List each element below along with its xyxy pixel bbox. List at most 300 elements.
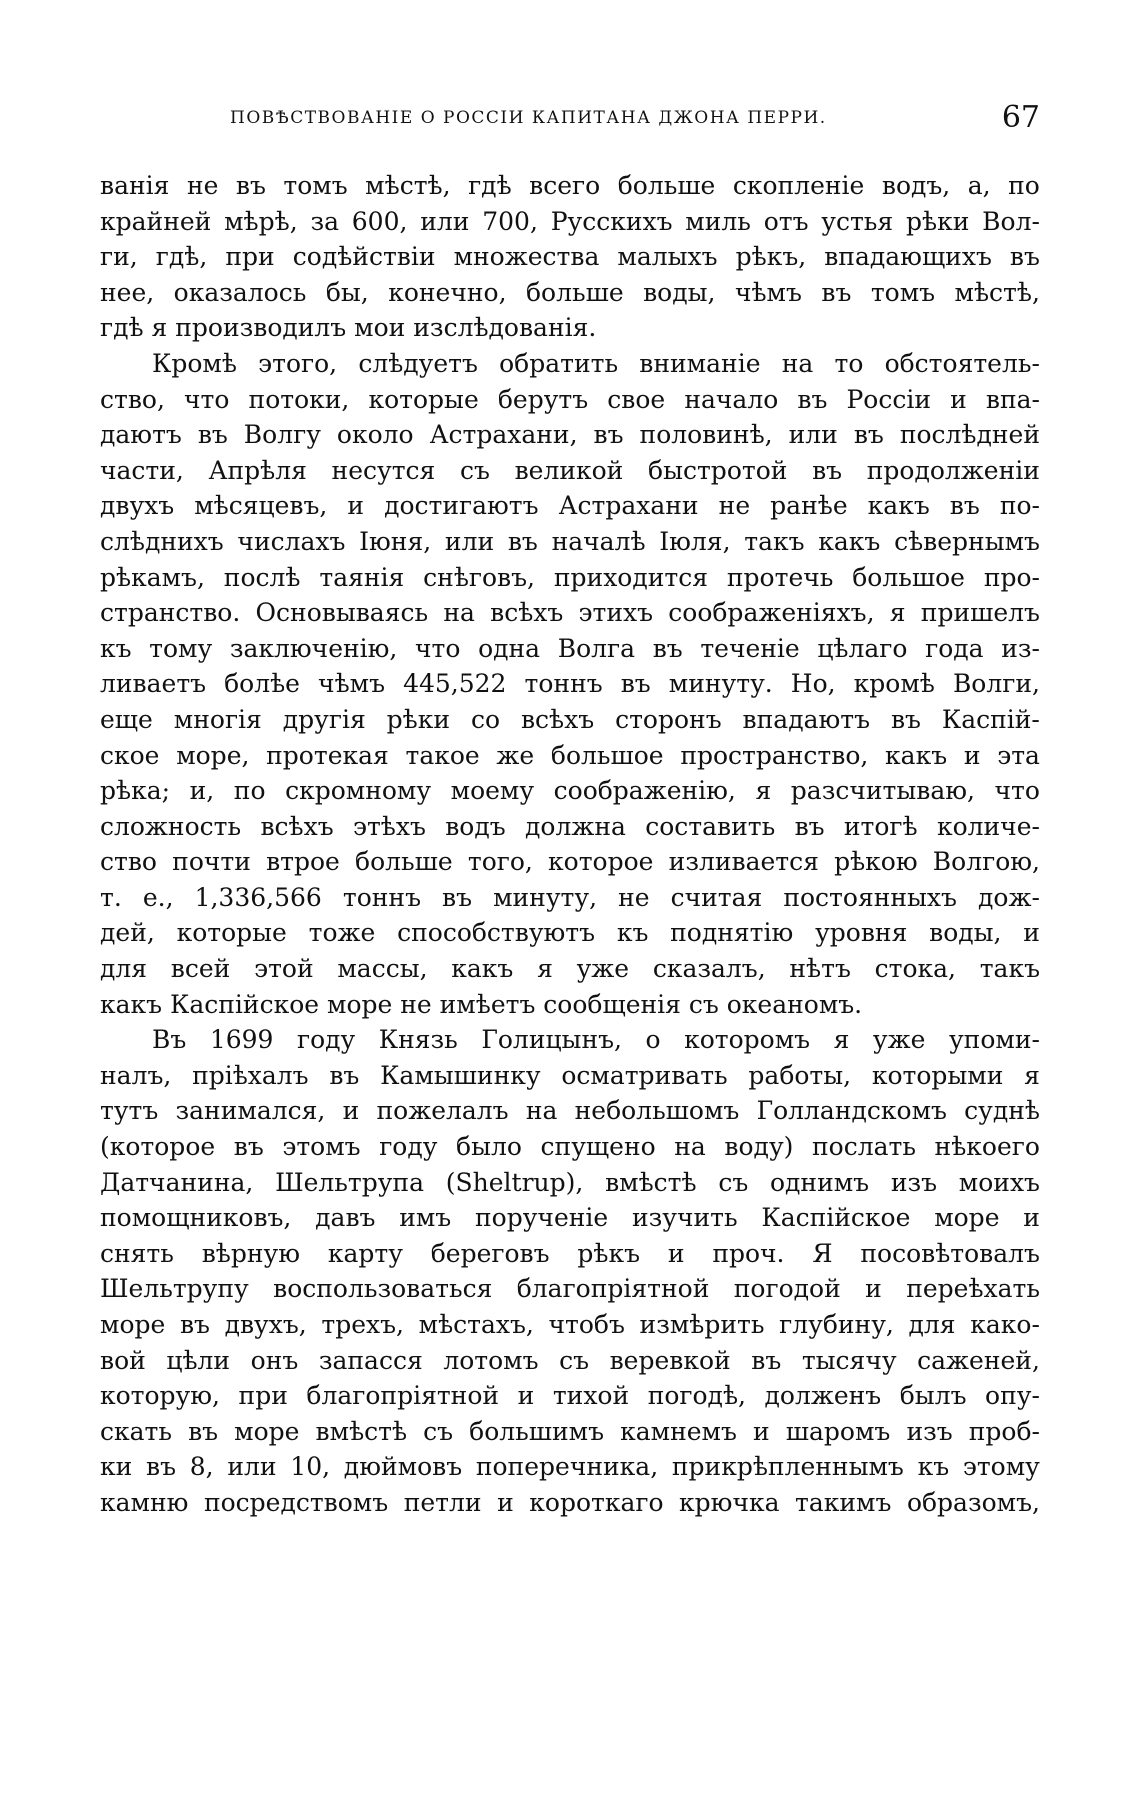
word: какъ bbox=[867, 491, 930, 521]
word: былъ bbox=[899, 1381, 967, 1411]
word: еще bbox=[100, 704, 153, 734]
word: работы, bbox=[748, 1060, 852, 1090]
text-line bbox=[100, 1485, 1040, 1521]
word: какъ bbox=[818, 526, 881, 556]
word: массы, bbox=[337, 954, 428, 984]
word: Камышинку bbox=[380, 1060, 541, 1090]
word: больше bbox=[525, 277, 624, 307]
word: берутъ bbox=[497, 384, 589, 414]
word: нее, bbox=[100, 277, 155, 307]
word: таянія bbox=[319, 562, 405, 592]
word: большое bbox=[550, 740, 664, 770]
word: году bbox=[296, 1025, 356, 1055]
page-number: 67 bbox=[1001, 100, 1040, 135]
word: Князь bbox=[378, 1025, 458, 1055]
word: рѣкъ, bbox=[735, 242, 807, 272]
word: рѣкою bbox=[834, 847, 918, 877]
word: другія bbox=[282, 704, 366, 734]
word: при bbox=[225, 242, 275, 272]
word: переѣхать bbox=[906, 1274, 1040, 1304]
text-line bbox=[100, 275, 1040, 311]
word: снѣговъ, bbox=[423, 562, 535, 592]
word: Вол- bbox=[982, 206, 1040, 236]
word: заключенію, bbox=[229, 633, 398, 663]
word: чѣмъ bbox=[734, 277, 802, 307]
word: и bbox=[347, 491, 365, 521]
word: для bbox=[100, 954, 148, 984]
word: съ bbox=[559, 1345, 589, 1375]
word: воду) bbox=[724, 1132, 794, 1162]
word: тоннъ bbox=[524, 669, 603, 699]
word: море, bbox=[176, 740, 250, 770]
word: или bbox=[420, 206, 470, 236]
text-line bbox=[100, 1022, 1040, 1058]
text-line bbox=[100, 1378, 1040, 1414]
word: шаромъ bbox=[785, 1416, 891, 1446]
word: мѣстѣ, bbox=[365, 171, 451, 200]
word: т. bbox=[100, 882, 122, 912]
word: устья bbox=[821, 206, 894, 236]
text-line bbox=[100, 951, 1040, 987]
word: этой bbox=[254, 954, 314, 984]
text-line bbox=[100, 844, 1040, 880]
word: посредствомъ bbox=[203, 1487, 389, 1517]
word: е., bbox=[142, 882, 174, 912]
text-line: какъ Каспійское море не имѣетъ сообщенія съ океаномъ. bbox=[100, 989, 863, 1019]
word: погодѣ, bbox=[647, 1381, 746, 1411]
word: море bbox=[100, 1310, 166, 1339]
word: соображенію, bbox=[553, 776, 736, 806]
word: какъ bbox=[885, 740, 948, 770]
text-line bbox=[100, 524, 1040, 560]
word: несутся bbox=[331, 455, 436, 485]
word: всего bbox=[529, 171, 601, 200]
word: налъ, bbox=[100, 1060, 172, 1090]
word: въ bbox=[751, 1345, 782, 1375]
word: давъ bbox=[315, 1203, 376, 1233]
word: проб- bbox=[968, 1416, 1040, 1446]
word: въ bbox=[593, 420, 624, 450]
word: въ bbox=[949, 491, 980, 521]
word: моихъ bbox=[958, 1167, 1040, 1197]
word: свое bbox=[607, 384, 666, 414]
word: было bbox=[456, 1132, 522, 1162]
word: чтобъ bbox=[548, 1310, 625, 1339]
word: количе- bbox=[936, 811, 1040, 841]
word: многія bbox=[173, 704, 262, 734]
word: опу- bbox=[985, 1381, 1040, 1411]
word: которыми bbox=[871, 1060, 1004, 1090]
word: томъ bbox=[283, 171, 348, 200]
word: въ bbox=[794, 811, 825, 841]
text-line bbox=[100, 1271, 1040, 1307]
word: началѣ bbox=[551, 526, 646, 556]
word: я bbox=[833, 1025, 850, 1055]
text-line bbox=[100, 915, 1040, 951]
word: въ bbox=[812, 455, 843, 485]
word: короткаго bbox=[529, 1487, 664, 1517]
word: или bbox=[788, 420, 838, 450]
running-head bbox=[230, 100, 1040, 140]
word: съ bbox=[718, 1167, 749, 1197]
word: лотомъ bbox=[443, 1345, 539, 1375]
word: веревкой bbox=[609, 1345, 731, 1375]
word: минуту. bbox=[668, 669, 773, 699]
text-line bbox=[100, 631, 1040, 667]
word: ливаетъ bbox=[100, 669, 207, 699]
word: образомъ, bbox=[906, 1487, 1040, 1517]
word: упоми- bbox=[948, 1025, 1040, 1055]
word: измѣрить bbox=[639, 1310, 765, 1339]
text-line bbox=[100, 1414, 1040, 1450]
word: 700, bbox=[482, 206, 538, 236]
word: этого, bbox=[258, 348, 338, 378]
word: тоже bbox=[308, 918, 376, 948]
word: и bbox=[497, 1487, 514, 1517]
word: втрое bbox=[266, 847, 340, 877]
word: и bbox=[865, 1274, 882, 1304]
word: сторонъ bbox=[615, 704, 722, 734]
word: къ bbox=[616, 918, 649, 948]
text-line bbox=[100, 1307, 1040, 1343]
word: начало bbox=[684, 384, 779, 414]
word: Кромѣ bbox=[152, 348, 237, 378]
word: кромѣ bbox=[853, 669, 935, 699]
word: рѣкамъ, bbox=[100, 562, 205, 592]
word: способствуютъ bbox=[397, 918, 596, 948]
word: такое bbox=[405, 740, 480, 770]
word: и bbox=[342, 1096, 360, 1126]
word: глубину, bbox=[779, 1310, 894, 1339]
word: вмѣстѣ bbox=[605, 1167, 697, 1197]
word: ки bbox=[100, 1452, 133, 1482]
word: приходится bbox=[553, 562, 709, 592]
word: порученіе bbox=[474, 1203, 609, 1233]
word: чѣмъ bbox=[318, 669, 386, 699]
word: ское bbox=[100, 740, 160, 770]
word: по bbox=[1008, 171, 1040, 200]
word: и bbox=[517, 1381, 535, 1411]
word: тутъ bbox=[100, 1096, 159, 1126]
word: изучить bbox=[631, 1203, 738, 1233]
word: (которое bbox=[100, 1132, 216, 1162]
word: не bbox=[618, 882, 650, 912]
word: гдѣ bbox=[468, 171, 512, 200]
word: 600, bbox=[351, 206, 408, 236]
word: я bbox=[889, 598, 906, 628]
word: изъ bbox=[890, 1167, 938, 1197]
word: тихой bbox=[552, 1381, 630, 1411]
word: этихъ bbox=[578, 598, 654, 628]
word: ство, bbox=[100, 384, 165, 414]
word: что bbox=[184, 384, 230, 414]
word: потоки, bbox=[248, 384, 350, 414]
word: сложность bbox=[100, 811, 242, 841]
word: слѣдуетъ bbox=[358, 348, 478, 378]
word: Каспійское bbox=[761, 1203, 911, 1233]
word: по- bbox=[999, 491, 1040, 521]
word: постоянныхъ bbox=[783, 882, 957, 912]
word: петли bbox=[403, 1487, 482, 1517]
word: изъ bbox=[906, 1416, 953, 1446]
word: въ bbox=[853, 420, 884, 450]
word: Но, bbox=[790, 669, 836, 699]
text-line bbox=[100, 1058, 1040, 1094]
word: продолженіи bbox=[866, 455, 1040, 485]
word: впадаютъ bbox=[742, 704, 870, 734]
word: о bbox=[645, 1025, 661, 1055]
word: въ bbox=[797, 384, 828, 414]
word: по bbox=[233, 776, 266, 806]
text-line bbox=[100, 1449, 1040, 1485]
word: итогѣ bbox=[843, 811, 918, 841]
word: со bbox=[470, 704, 501, 734]
word: впа- bbox=[985, 384, 1040, 414]
text-line bbox=[100, 239, 1040, 275]
word: оказалось bbox=[173, 277, 307, 307]
word: 445,522 bbox=[403, 669, 507, 699]
text-line bbox=[100, 773, 1040, 809]
word: я bbox=[755, 776, 772, 806]
word: протекая bbox=[266, 740, 389, 770]
word: суднѣ bbox=[964, 1096, 1040, 1126]
word: дож- bbox=[978, 882, 1040, 912]
word: Основываясь bbox=[255, 598, 429, 628]
text-line bbox=[100, 666, 1040, 702]
word: благопріятной bbox=[306, 1381, 500, 1411]
text-line bbox=[100, 1200, 1040, 1236]
text-line bbox=[100, 1343, 1040, 1379]
word: или bbox=[444, 526, 495, 556]
word: Въ bbox=[152, 1025, 187, 1055]
word: миль bbox=[685, 206, 751, 236]
word: стока, bbox=[874, 954, 956, 984]
word: вой bbox=[100, 1345, 146, 1375]
word: уровня bbox=[815, 918, 908, 948]
word: части, bbox=[100, 455, 184, 485]
word: такъ bbox=[979, 954, 1040, 984]
word: этѣхъ bbox=[352, 811, 426, 841]
word: въ bbox=[233, 1132, 264, 1162]
paragraph bbox=[100, 346, 1040, 1022]
word: небольшомъ bbox=[574, 1096, 740, 1126]
word: половинѣ, bbox=[639, 420, 773, 450]
word: Волги, bbox=[952, 669, 1040, 699]
text-line bbox=[100, 1165, 1040, 1201]
word: скать bbox=[100, 1416, 172, 1446]
word: воды, bbox=[643, 277, 716, 307]
word: скромному bbox=[285, 776, 432, 806]
word: 1,336,566 bbox=[194, 882, 322, 912]
word: скопленіе bbox=[732, 171, 865, 200]
word: всѣхъ bbox=[260, 811, 334, 841]
word: занимался, bbox=[175, 1096, 326, 1126]
text-line bbox=[100, 738, 1040, 774]
word: и bbox=[950, 384, 967, 414]
word: Каспій- bbox=[941, 704, 1040, 734]
word: погодой bbox=[733, 1274, 841, 1304]
word: больше bbox=[617, 171, 716, 200]
text-line bbox=[100, 453, 1040, 489]
word: двухъ bbox=[100, 491, 175, 521]
word: дей, bbox=[100, 918, 155, 948]
word: Астрахани, bbox=[429, 420, 578, 450]
text-line: гдѣ я производилъ мои изслѣдованія. bbox=[100, 313, 597, 343]
word: въ bbox=[442, 882, 473, 912]
word: цѣли bbox=[166, 1345, 231, 1375]
word: считая bbox=[670, 882, 763, 912]
word: нѣкоего bbox=[934, 1132, 1040, 1162]
word: малыхъ bbox=[617, 242, 718, 272]
word: какъ bbox=[451, 954, 514, 984]
word: камнемъ bbox=[620, 1416, 737, 1446]
word: которомъ bbox=[684, 1025, 811, 1055]
word: тому bbox=[149, 633, 213, 663]
word: Апрѣля bbox=[208, 455, 307, 485]
paragraph bbox=[100, 1022, 1040, 1520]
word: прикрѣпленнымъ bbox=[671, 1452, 904, 1482]
word: въ bbox=[197, 420, 228, 450]
word: что bbox=[415, 633, 461, 663]
word: из- bbox=[1001, 633, 1040, 663]
word: этому bbox=[962, 1452, 1040, 1482]
word: Волга bbox=[557, 633, 636, 663]
word: въ bbox=[188, 1416, 219, 1446]
word: море bbox=[934, 1203, 1000, 1233]
word: осматривать bbox=[561, 1060, 728, 1090]
text-line bbox=[100, 560, 1040, 596]
word: водъ, bbox=[881, 171, 951, 200]
word: нѣтъ bbox=[789, 954, 851, 984]
word: и bbox=[667, 1238, 685, 1268]
paragraph bbox=[100, 168, 1040, 346]
word: ранѣе bbox=[770, 491, 848, 521]
word: которое bbox=[548, 847, 654, 877]
word: мѣстахъ, bbox=[418, 1310, 534, 1339]
word: въ bbox=[507, 526, 538, 556]
word: рѣкъ bbox=[577, 1238, 640, 1268]
word: на bbox=[781, 348, 814, 378]
word: Шельтрупу bbox=[100, 1274, 249, 1304]
word: и bbox=[963, 740, 981, 770]
word: большимъ bbox=[469, 1416, 605, 1446]
word: около bbox=[336, 420, 414, 450]
word: разсчитываю, bbox=[790, 776, 975, 806]
word: послать bbox=[812, 1132, 916, 1162]
word: трехъ, bbox=[321, 1310, 404, 1339]
word: посовѣтовалъ bbox=[860, 1238, 1040, 1268]
word: въ bbox=[235, 171, 266, 200]
word: проч. bbox=[712, 1238, 785, 1268]
word: болѣе bbox=[224, 669, 300, 699]
word: поперечника, bbox=[475, 1452, 659, 1482]
word: како- bbox=[970, 1310, 1040, 1339]
word: этомъ bbox=[282, 1132, 361, 1162]
word: на bbox=[443, 598, 475, 628]
word: въ bbox=[890, 704, 921, 734]
word: на bbox=[525, 1096, 558, 1126]
word: имъ bbox=[399, 1203, 452, 1233]
word: (Sheltrup), bbox=[445, 1167, 584, 1197]
word: снять bbox=[100, 1238, 174, 1268]
word: Голицынъ, bbox=[481, 1025, 622, 1055]
word: благопріятной bbox=[516, 1274, 710, 1304]
word: къ bbox=[917, 1452, 950, 1482]
word: долженъ bbox=[764, 1381, 882, 1411]
word: эта bbox=[997, 740, 1040, 770]
word: 8, bbox=[189, 1452, 214, 1482]
word: уже bbox=[576, 954, 630, 984]
word: теченіе bbox=[700, 633, 800, 663]
word: запасся bbox=[318, 1345, 423, 1375]
word: содѣйствіи bbox=[292, 242, 436, 272]
word: послѣдней bbox=[899, 420, 1040, 450]
word: мѣстѣ, bbox=[954, 277, 1040, 307]
word: которые bbox=[368, 384, 479, 414]
word: къ bbox=[100, 633, 132, 663]
word: обратить bbox=[499, 348, 619, 378]
word: пріѣхалъ bbox=[192, 1060, 309, 1090]
word: въ bbox=[1009, 242, 1040, 272]
word: Іюня, bbox=[359, 526, 432, 556]
word: то bbox=[834, 348, 864, 378]
word: съ bbox=[460, 455, 490, 485]
word: всѣхъ bbox=[520, 704, 595, 734]
word: вѣрную bbox=[201, 1238, 301, 1268]
word: не bbox=[718, 491, 751, 521]
word: водъ bbox=[445, 811, 506, 841]
word: онъ bbox=[250, 1345, 299, 1375]
word: Волгу bbox=[243, 420, 321, 450]
word: обстоятель- bbox=[884, 348, 1040, 378]
text-line bbox=[100, 417, 1040, 453]
word: всей bbox=[170, 954, 231, 984]
word: ство bbox=[100, 847, 157, 877]
word: Іюля, bbox=[659, 526, 731, 556]
word: должна bbox=[525, 811, 626, 841]
word: береговъ bbox=[430, 1238, 550, 1268]
word: отъ bbox=[763, 206, 809, 236]
word: при bbox=[238, 1381, 288, 1411]
word: въ bbox=[146, 1452, 177, 1482]
word: мѣсяцевъ, bbox=[194, 491, 328, 521]
word: однимъ bbox=[769, 1167, 870, 1197]
word: изливается bbox=[668, 847, 819, 877]
text-line bbox=[100, 1129, 1040, 1165]
word: съ bbox=[423, 1416, 454, 1446]
word: тысячу bbox=[801, 1345, 897, 1375]
text-line bbox=[100, 1236, 1040, 1272]
word: для bbox=[908, 1310, 956, 1339]
word: воспользоваться bbox=[273, 1274, 493, 1304]
word: за bbox=[310, 206, 339, 236]
word: числахъ bbox=[237, 526, 346, 556]
word: впадающихъ bbox=[824, 242, 992, 272]
word: я bbox=[537, 954, 553, 984]
word: даютъ bbox=[100, 420, 182, 450]
word: и bbox=[753, 1416, 770, 1446]
word: двухъ, bbox=[224, 1310, 307, 1339]
word: на bbox=[674, 1132, 706, 1162]
word: достигаютъ bbox=[384, 491, 539, 521]
word: вмѣстѣ bbox=[315, 1416, 408, 1446]
word: всѣхъ bbox=[490, 598, 564, 628]
word: Я bbox=[812, 1238, 833, 1268]
word: великой bbox=[514, 455, 624, 485]
word: больше bbox=[355, 847, 453, 877]
text-line bbox=[100, 1093, 1040, 1129]
word: въ bbox=[329, 1060, 360, 1090]
